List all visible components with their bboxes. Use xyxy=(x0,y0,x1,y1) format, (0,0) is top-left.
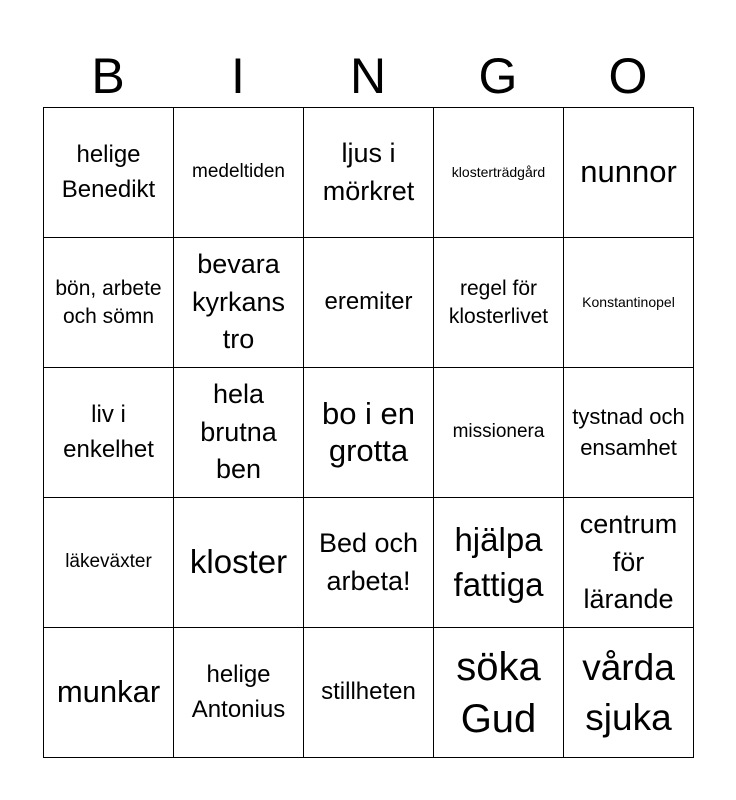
bingo-cell[interactable]: ljus i mörkret xyxy=(304,108,434,238)
bingo-cell[interactable]: hjälpa fattiga xyxy=(434,498,564,628)
bingo-cell[interactable]: söka Gud xyxy=(434,628,564,758)
bingo-cell[interactable]: tystnad och ensamhet xyxy=(564,368,694,498)
bingo-cell[interactable]: missionera xyxy=(434,368,564,498)
bingo-cell[interactable]: klosterträdgård xyxy=(434,108,564,238)
bingo-cell[interactable]: bo i en grotta xyxy=(304,368,434,498)
bingo-cell[interactable]: Bed och arbeta! xyxy=(304,498,434,628)
bingo-cell[interactable]: nunnor xyxy=(564,108,694,238)
bingo-cell[interactable]: helige Antonius xyxy=(174,628,304,758)
bingo-cell[interactable]: munkar xyxy=(44,628,174,758)
header-letter-o: O xyxy=(608,48,648,104)
header-letter-n: N xyxy=(349,48,387,104)
header-letter-g: G xyxy=(478,48,518,104)
bingo-cell[interactable]: vårda sjuka xyxy=(564,628,694,758)
bingo-cell[interactable]: centrum för lärande xyxy=(564,498,694,628)
bingo-cell[interactable]: kloster xyxy=(174,498,304,628)
bingo-cell[interactable]: Konstantinopel xyxy=(564,238,694,368)
bingo-grid xyxy=(43,107,694,758)
bingo-cell[interactable]: medeltiden xyxy=(174,108,304,238)
header-letter-i: I xyxy=(231,48,245,104)
bingo-cell[interactable]: bön, arbete och sömn xyxy=(44,238,174,368)
bingo-cell[interactable]: bevara kyrkans tro xyxy=(174,238,304,368)
bingo-cell[interactable]: läkeväxter xyxy=(44,498,174,628)
bingo-header xyxy=(43,44,693,108)
bingo-cell[interactable]: liv i enkelhet xyxy=(44,368,174,498)
header-letter-b: B xyxy=(91,48,125,104)
bingo-cell[interactable]: eremiter xyxy=(304,238,434,368)
bingo-cell[interactable]: stillheten xyxy=(304,628,434,758)
bingo-cell[interactable]: regel för klosterlivet xyxy=(434,238,564,368)
bingo-cell[interactable]: helige Benedikt xyxy=(44,108,174,238)
bingo-cell[interactable]: hela brutna ben xyxy=(174,368,304,498)
